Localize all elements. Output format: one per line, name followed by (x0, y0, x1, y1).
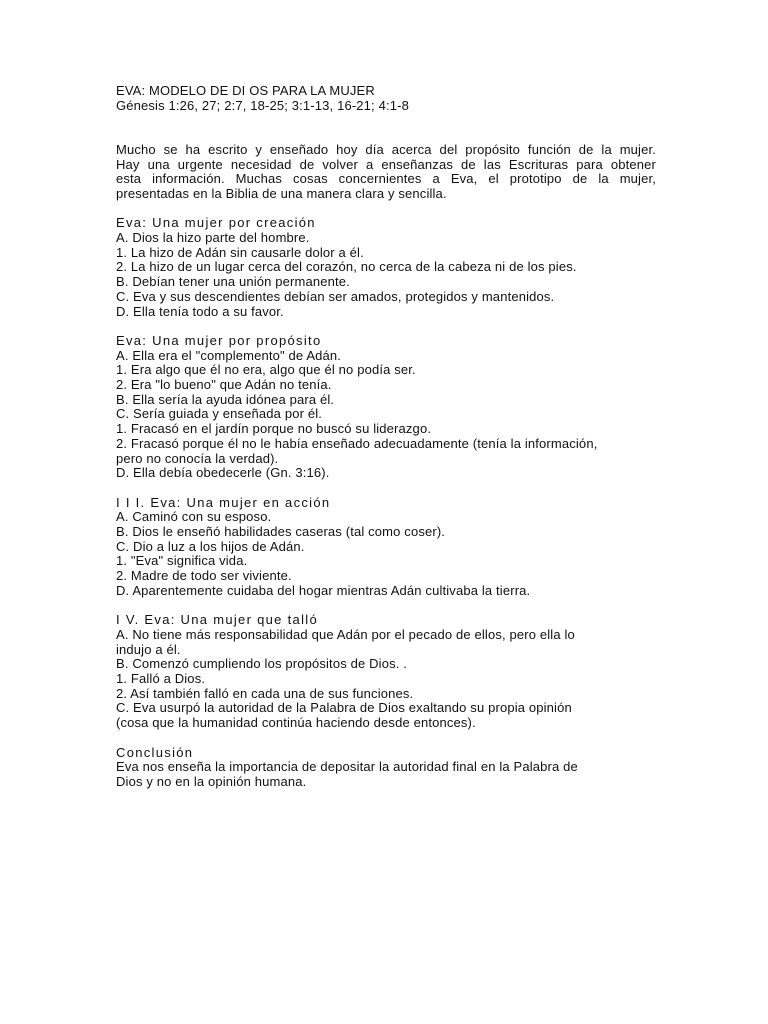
section-line: indujo a él. (116, 641, 181, 657)
section-heading: Eva: Una mujer por propósito (116, 332, 322, 348)
section-line: Dios y no en la opinión humana. (116, 773, 307, 789)
section-line: 2. Era "lo bueno" que Adán no tenía. (116, 377, 332, 393)
section-line: B. Ella sería la ayuda idónea para él. (116, 391, 335, 407)
intro-line: Mucho se ha escrito y enseñado hoy día acerca del propósito función de la mujer. (116, 141, 656, 157)
intro-line: presentadas en la Biblia de una manera clara y sencilla. (116, 185, 447, 201)
section-line: D. Ella debía obedecerle (Gn. 3:16). (116, 465, 330, 481)
section-line: (cosa que la humanidad continúa haciendo desde entonces). (116, 715, 476, 731)
intro-line: Hay una urgente necesidad de volver a enseñanzas de las Escrituras para obtener (116, 156, 656, 172)
intro-paragraph (116, 143, 656, 202)
section-line: 1. Era algo que él no era, algo que él no podía ser. (116, 362, 416, 378)
section-heading: I I I. Eva: Una mujer en acción (116, 494, 331, 510)
scripture-reference: Génesis 1:26, 27; 2:7, 18-25; 3:1-13, 16-21; 4:1-8 (116, 97, 409, 113)
spacer (116, 481, 656, 496)
section-line: 2. Madre de todo ser viviente. (116, 568, 292, 584)
section-purpose (116, 334, 656, 481)
section-line: C. Sería guiada y enseñada por él. (116, 406, 323, 422)
section-line: C. Eva usurpó la autoridad de la Palabra de Dios exaltando su propia opinión (116, 700, 572, 716)
spacer (116, 731, 656, 746)
spacer (116, 202, 656, 217)
section-heading: I V. Eva: Una mujer que talló (116, 612, 318, 628)
section-line: 1. La hizo de Adán sin causarle dolor a él. (116, 244, 364, 260)
section-failed (116, 613, 656, 731)
section-line: A. Caminó con su esposo. (116, 509, 272, 525)
section-action (116, 496, 656, 599)
section-line: 2. Así también falló en cada una de sus funciones. (116, 685, 414, 701)
intro-line: esta información. Muchas cosas concernientes a Eva, el prototipo de la mujer, (116, 171, 656, 187)
section-line: 1. "Eva" significa vida. (116, 553, 248, 569)
document-title: EVA: MODELO DE DI OS PARA LA MUJER (116, 83, 375, 98)
section-line: 1. Falló a Dios. (116, 671, 206, 687)
spacer (116, 319, 656, 334)
section-line: A. Dios la hizo parte del hombre. (116, 230, 310, 245)
section-line: B. Dios le enseñó habilidades caseras (tal como coser). (116, 524, 446, 540)
section-line: B. Comenzó cumpliendo los propósitos de Dios. . (116, 656, 408, 672)
section-line: 2. La hizo de un lugar cerca del corazón, no cerca de la cabeza ni de los pies. (116, 259, 577, 275)
section-heading: Conclusión (116, 744, 194, 760)
section-line: Eva nos enseña la importancia de depositar la autoridad final en la Palabra de (116, 759, 578, 775)
spacer (116, 113, 656, 142)
spacer (116, 599, 656, 614)
section-line: D. Ella tenía todo a su favor. (116, 303, 284, 319)
section-line: 1. Fracasó en el jardín porque no buscó su liderazgo. (116, 421, 432, 437)
section-line: C. Dio a luz a los hijos de Adán. (116, 538, 305, 554)
section-creation (116, 216, 656, 319)
section-conclusion (116, 746, 656, 790)
section-line: A. Ella era el "complemento" de Adán. (116, 347, 342, 363)
section-line: C. Eva y sus descendientes debían ser amados, protegidos y mantenidos. (116, 288, 555, 304)
section-line: 2. Fracasó porque él no le había enseñado adecuadamente (tenía la información, (116, 435, 598, 451)
section-line: pero no conocía la verdad). (116, 450, 279, 466)
section-line: B. Debían tener una unión permanente. (116, 274, 350, 290)
section-heading: Eva: Una mujer por creación (116, 215, 316, 231)
document-page (116, 84, 656, 790)
section-line: A. No tiene más responsabilidad que Adán por el pecado de ellos, pero ella lo (116, 626, 575, 642)
section-line: D. Aparentemente cuidaba del hogar mientras Adán cultivaba la tierra. (116, 582, 531, 598)
